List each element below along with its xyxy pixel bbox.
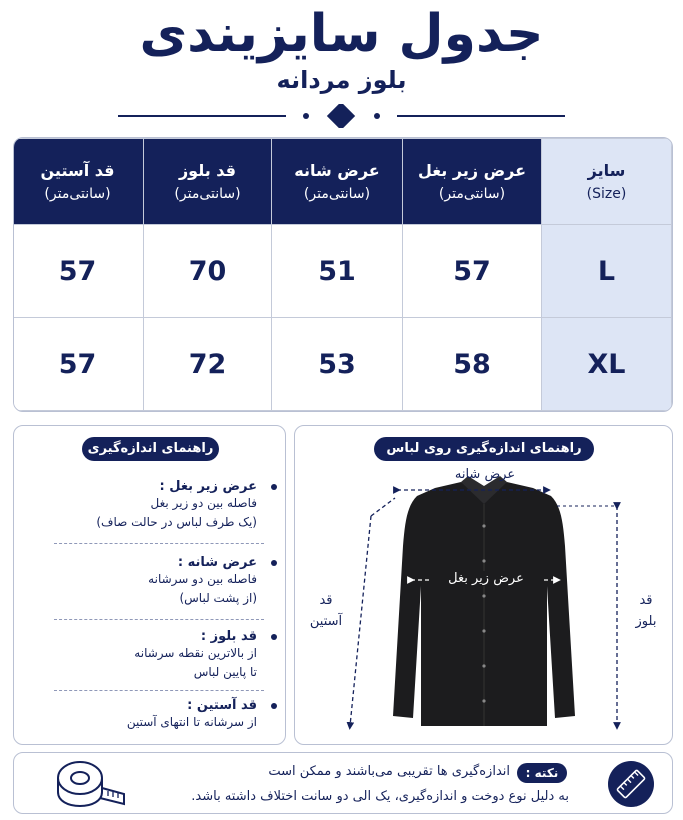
cell-underarm: 58 [403, 318, 542, 411]
note-badge: نکته : [517, 763, 567, 783]
guide-item-underarm: عرض زیر بغل : فاصله بین دو زیر بغل (یک طرف لباس در حالت صاف) [57, 479, 257, 531]
shirt-guide-panel [294, 425, 673, 745]
shirt-guide-title: راهنمای اندازه‌گیری روی لباس [374, 437, 594, 461]
size-table [13, 137, 673, 412]
guide-divider [54, 690, 264, 691]
label-sleeve: قد آستین [309, 593, 343, 629]
label-underarm: عرض زیر بغل [431, 571, 541, 586]
table-header-row [13, 139, 672, 225]
label-shoulder: عرض شانه [454, 467, 516, 482]
header-size: سایز (Size) [542, 139, 672, 225]
ruler-icon [608, 761, 654, 807]
cell-shoulder: 53 [272, 318, 403, 411]
guide-divider [54, 543, 264, 544]
table-row [13, 225, 672, 318]
cell-shoulder: 51 [272, 225, 403, 318]
measure-guide-panel [13, 425, 286, 745]
note-box [13, 752, 673, 814]
label-length: قد بلوز [635, 593, 657, 629]
guide-item-sleeve: قد آستین : از سرشانه تا انتهای آستین [57, 698, 257, 732]
cell-length: 72 [144, 318, 272, 411]
cell-underarm: 57 [403, 225, 542, 318]
cell-sleeve: 57 [13, 318, 144, 411]
guide-item-length: قد بلوز : از بالاترین نقطه سرشانه تا پایین لباس [57, 629, 257, 681]
cell-size: L [542, 225, 672, 318]
cell-length: 70 [144, 225, 272, 318]
header-underarm: عرض زیر بغل (سانتی‌متر) [403, 139, 542, 225]
header-shoulder: عرض شانه (سانتی‌متر) [272, 139, 403, 225]
cell-sleeve: 57 [13, 225, 144, 318]
header-sleeve: قد آستین (سانتی‌متر) [13, 139, 144, 225]
guide-item-shoulder: عرض شانه : فاصله بین دو سرشانه (از پشت لباس) [57, 555, 257, 607]
measure-guide-title: راهنمای اندازه‌گیری [82, 437, 219, 461]
header-length: قد بلوز (سانتی‌متر) [144, 139, 272, 225]
page-subtitle: بلوز مردانه [276, 66, 407, 94]
title-ornament [118, 104, 565, 128]
cell-size: XL [542, 318, 672, 411]
table-row [13, 318, 672, 411]
tape-measure-icon [54, 758, 126, 810]
note-line-2: به دلیل نوع دوخت و اندازه‌گیری، یک الی دو سانت اختلاف داشته باشد. [191, 789, 569, 804]
note-line-1: اندازه‌گیری ها تقریبی می‌باشند و ممکن است [268, 764, 510, 779]
page-title: جدول سایزیندی [139, 4, 544, 64]
guide-divider [54, 619, 264, 620]
